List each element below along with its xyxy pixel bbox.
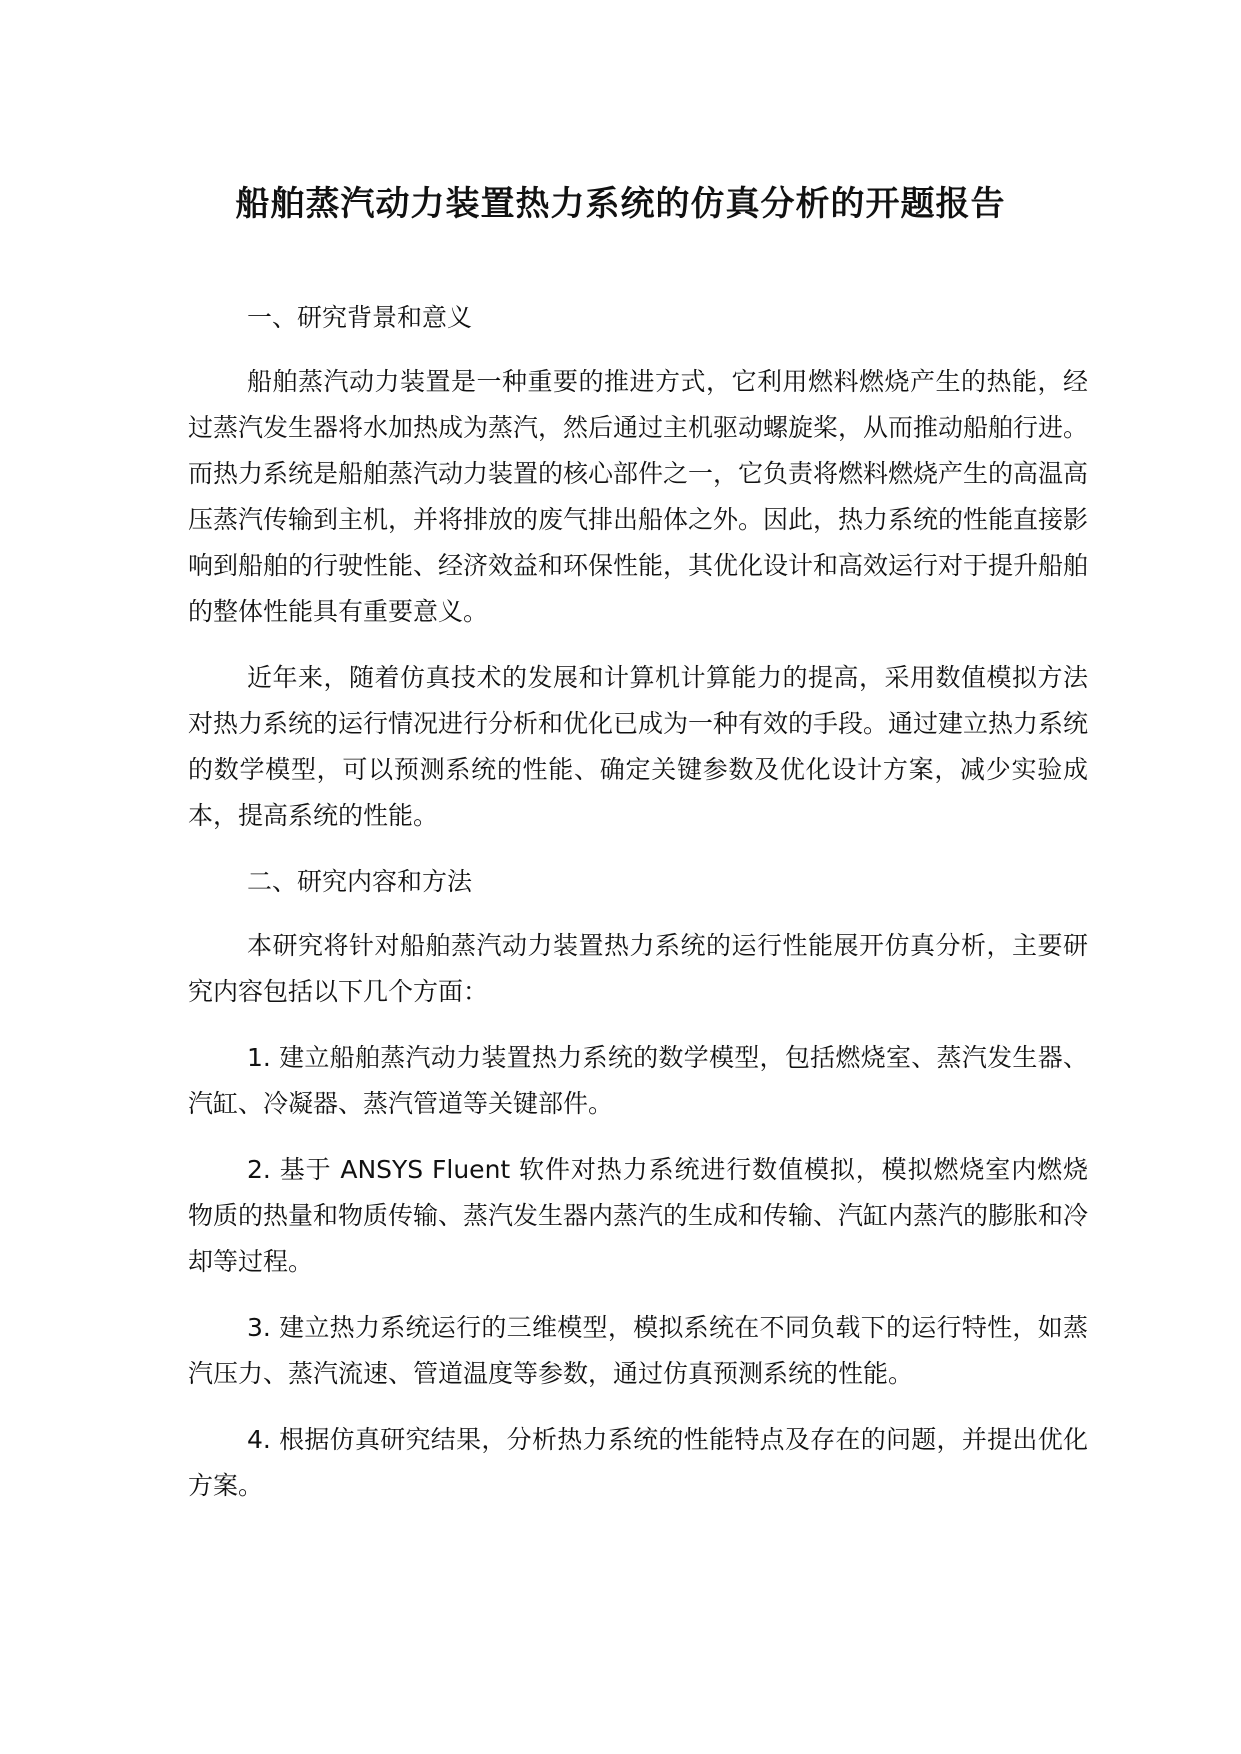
list-item-1: 1. 建立船舶蒸汽动力装置热力系统的数学模型，包括燃烧室、蒸汽发生器、汽缸、冷凝器、蒸汽管道等关键部件。 <box>188 1043 1088 1118</box>
paragraph-content-intro: 本研究将针对船舶蒸汽动力装置热力系统的运行性能展开仿真分析，主要研究内容包括以下几个方面： <box>188 931 1088 1006</box>
document-body <box>188 295 1088 1529</box>
document-title: 船舶蒸汽动力装置热力系统的仿真分析的开题报告 <box>235 184 1006 224</box>
list-item-3: 3. 建立热力系统运行的三维模型，模拟系统在不同负载下的运行特性，如蒸汽压力、蒸汽流速、管道温度等参数，通过仿真预测系统的性能。 <box>188 1313 1088 1388</box>
paragraph-background-1: 船舶蒸汽动力装置是一种重要的推进方式，它利用燃料燃烧产生的热能，经过蒸汽发生器将水加热成为蒸汽，然后通过主机驱动螺旋桨，从而推动船舶行进。而热力系统是船舶蒸汽动力装置的核心部件之一，它负责将燃料燃烧产生的高温高压蒸汽传输到主机，并将排放的废气排出船体之外。因此，热力系统的性能直接影响到船舶的行驶性能、经济效益和环保性能，其优化设计和高效运行对于提升船舶的整体性能具有重要意义。 <box>188 367 1089 626</box>
list-item-4: 4. 根据仿真研究结果，分析热力系统的性能特点及存在的问题，并提出优化方案。 <box>188 1425 1088 1500</box>
list-item-2: 2. 基于 ANSYS Fluent 软件对热力系统进行数值模拟，模拟燃烧室内燃烧物质的热量和物质传输、蒸汽发生器内蒸汽的生成和传输、汽缸内蒸汽的膨胀和冷却等过程。 <box>188 1155 1089 1276</box>
section-heading-content-methods: 二、研究内容和方法 <box>247 867 473 896</box>
section-heading-background: 一、研究背景和意义 <box>247 303 473 332</box>
paragraph-background-2: 近年来，随着仿真技术的发展和计算机计算能力的提高，采用数值模拟方法对热力系统的运行情况进行分析和优化已成为一种有效的手段。通过建立热力系统的数学模型，可以预测系统的性能、确定关键参数及优化设计方案，减少实验成本，提高系统的性能。 <box>188 663 1089 830</box>
